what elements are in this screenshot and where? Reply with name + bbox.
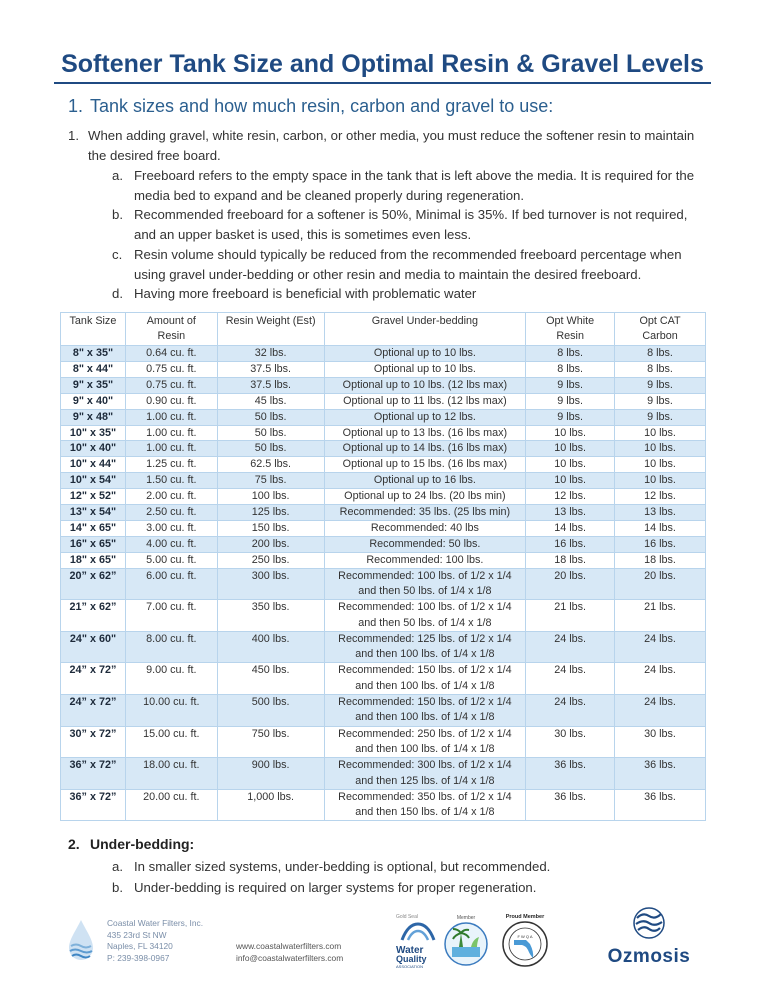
table-row: [61, 631, 706, 663]
intro-paragraph: [68, 126, 728, 166]
col-header-resin-weight: Resin Weight (Est): [217, 313, 324, 346]
resin-weight-cell: 45 lbs.: [217, 393, 324, 409]
gravel-cell: Optional up to 14 lbs. (16 lbs max): [324, 441, 526, 457]
white-resin-cell: 21 lbs.: [526, 600, 615, 632]
gravel-cell: Optional up to 10 lbs.: [324, 346, 526, 362]
wqa-logo: Gold Seal Water Quality ASSOCIATION: [396, 914, 440, 968]
resin-amount-cell: 9.00 cu. ft.: [125, 663, 217, 695]
resin-amount-cell: 1.25 cu. ft.: [125, 457, 217, 473]
notes-list: [112, 166, 722, 304]
cat-carbon-cell: 24 lbs.: [615, 663, 706, 695]
cat-carbon-cell: 12 lbs.: [615, 489, 706, 505]
cat-carbon-cell: 9 lbs.: [615, 409, 706, 425]
note-line: media bed to expand and be cleaned properly during regeneration.: [134, 187, 525, 203]
col-header-cat-carbon: Opt CAT Carbon: [615, 313, 706, 346]
company-street: 435 23rd St NW: [107, 929, 167, 940]
resin-amount-cell: 5.00 cu. ft.: [125, 552, 217, 568]
intro-line-2: the desired free board.: [88, 148, 221, 163]
table-row: [61, 489, 706, 505]
note-letter: a.: [112, 168, 123, 183]
gravel-cell: Optional up to 13 lbs. (16 lbs max): [324, 425, 526, 441]
tank-size-cell: 21” x 62”: [61, 600, 126, 632]
resin-amount-cell: 18.00 cu. ft.: [125, 758, 217, 790]
gravel-cell: Recommended: 50 lbs.: [324, 536, 526, 552]
company-address: [107, 918, 203, 964]
cat-carbon-cell: 36 lbs.: [615, 789, 706, 821]
tank-size-cell: 36” x 72”: [61, 789, 126, 821]
col-header-amount-resin: Amount of Resin: [125, 313, 217, 346]
resin-amount-cell: 0.75 cu. ft.: [125, 377, 217, 393]
resin-weight-cell: 450 lbs.: [217, 663, 324, 695]
gravel-cell: Recommended: 35 lbs. (25 lbs min): [324, 505, 526, 521]
white-resin-cell: 36 lbs.: [526, 758, 615, 790]
resin-amount-cell: 1.00 cu. ft.: [125, 409, 217, 425]
resin-weight-cell: 50 lbs.: [217, 409, 324, 425]
white-resin-cell: 8 lbs.: [526, 361, 615, 377]
cat-carbon-cell: 10 lbs.: [615, 425, 706, 441]
tank-size-cell: 24” x 72”: [61, 695, 126, 727]
resin-amount-cell: 6.00 cu. ft.: [125, 568, 217, 600]
gravel-cell: Optional up to 12 lbs.: [324, 409, 526, 425]
tank-size-cell: 20” x 62”: [61, 568, 126, 600]
cat-carbon-cell: 16 lbs.: [615, 536, 706, 552]
col-header-white-resin: Opt White Resin: [526, 313, 615, 346]
tank-size-cell: 36” x 72”: [61, 758, 126, 790]
title-underline: [54, 82, 711, 84]
tank-size-cell: 24” x 72”: [61, 663, 126, 695]
resin-amount-cell: 15.00 cu. ft.: [125, 726, 217, 758]
gravel-cell: Optional up to 11 lbs. (12 lbs max): [324, 393, 526, 409]
resin-amount-cell: 4.00 cu. ft.: [125, 536, 217, 552]
cat-carbon-cell: 24 lbs.: [615, 695, 706, 727]
resin-amount-cell: 2.50 cu. ft.: [125, 505, 217, 521]
cat-carbon-cell: 20 lbs.: [615, 568, 706, 600]
cat-carbon-cell: 30 lbs.: [615, 726, 706, 758]
cat-carbon-cell: 10 lbs.: [615, 457, 706, 473]
email-link[interactable]: info@coastalwaterfilters.com: [236, 952, 344, 963]
intro-line-1: When adding gravel, white resin, carbon, or other media, you must reduce the softener resin to maintain: [88, 128, 695, 143]
table-row: [61, 425, 706, 441]
white-resin-cell: 18 lbs.: [526, 552, 615, 568]
cat-carbon-cell: 21 lbs.: [615, 600, 706, 632]
white-resin-cell: 13 lbs.: [526, 505, 615, 521]
gravel-cell: Recommended: 300 lbs. of 1/2 x 1/4 and then 125 lbs. of 1/4 x 1/8: [324, 758, 526, 790]
table-row: [61, 789, 706, 821]
resin-weight-cell: 400 lbs.: [217, 631, 324, 663]
tank-size-cell: 10" x 44": [61, 457, 126, 473]
cat-carbon-cell: 9 lbs.: [615, 377, 706, 393]
white-resin-cell: 10 lbs.: [526, 425, 615, 441]
cat-carbon-cell: 24 lbs.: [615, 631, 706, 663]
website-link[interactable]: www.coastalwaterfilters.com: [236, 941, 342, 951]
company-phone: P: 239-398-0967: [107, 952, 170, 963]
note-letter: d.: [112, 286, 123, 302]
table-row: [61, 568, 706, 600]
resin-amount-cell: 20.00 cu. ft.: [125, 789, 217, 821]
resin-amount-cell: 0.90 cu. ft.: [125, 393, 217, 409]
table-row: [61, 346, 706, 362]
page-title: Softener Tank Size and Optimal Resin & Gravel Levels: [61, 50, 704, 78]
resin-amount-cell: 0.75 cu. ft.: [125, 361, 217, 377]
tank-size-cell: 8" x 44": [61, 361, 126, 377]
note-item: [112, 284, 722, 304]
note-line: Having more freeboard is beneficial with problematic water: [134, 286, 477, 302]
white-resin-cell: 36 lbs.: [526, 789, 615, 821]
white-resin-cell: 9 lbs.: [526, 377, 615, 393]
cat-carbon-cell: 8 lbs.: [615, 361, 706, 377]
white-resin-cell: 30 lbs.: [526, 726, 615, 758]
white-resin-cell: 8 lbs.: [526, 346, 615, 362]
tank-size-cell: 12" x 52": [61, 489, 126, 505]
resin-weight-cell: 125 lbs.: [217, 505, 324, 521]
note-line: Recommended freeboard for a softener is 50%, Minimal is 35%. If bed turnover is not required,: [134, 207, 688, 223]
resin-weight-cell: 750 lbs.: [217, 726, 324, 758]
table-row: [61, 663, 706, 695]
cat-carbon-cell: 18 lbs.: [615, 552, 706, 568]
tank-size-cell: 16" x 65": [61, 536, 126, 552]
note-letter: b.: [112, 207, 123, 223]
tank-size-cell: 10" x 40": [61, 441, 126, 457]
gravel-cell: Optional up to 16 lbs.: [324, 473, 526, 489]
resin-weight-cell: 1,000 lbs.: [217, 789, 324, 821]
resin-weight-cell: 75 lbs.: [217, 473, 324, 489]
gravel-cell: Optional up to 10 lbs.: [324, 361, 526, 377]
white-resin-cell: 12 lbs.: [526, 489, 615, 505]
cat-carbon-cell: 10 lbs.: [615, 473, 706, 489]
note-line: using gravel under-bedding or other resin and media to maintain the desired freeboard.: [134, 266, 642, 282]
resin-weight-cell: 37.5 lbs.: [217, 377, 324, 393]
white-resin-cell: 20 lbs.: [526, 568, 615, 600]
section-2-number: 2.: [68, 836, 80, 852]
section-1-heading: [68, 96, 553, 117]
item-text: In smaller sized systems, under-bedding is optional, but recommended.: [134, 859, 551, 874]
company-city: Naples, FL 34120: [107, 941, 173, 952]
white-resin-cell: 10 lbs.: [526, 441, 615, 457]
resin-weight-cell: 900 lbs.: [217, 758, 324, 790]
tank-size-cell: 24" x 60": [61, 631, 126, 663]
col-header-gravel: Gravel Under-bedding: [324, 313, 526, 346]
table-body: [61, 346, 706, 821]
tank-size-cell: 10" x 54": [61, 473, 126, 489]
resin-weight-cell: 100 lbs.: [217, 489, 324, 505]
resin-weight-cell: 350 lbs.: [217, 600, 324, 632]
table-row: [61, 520, 706, 536]
table-row: [61, 758, 706, 790]
resin-weight-cell: 150 lbs.: [217, 520, 324, 536]
table-row: [61, 505, 706, 521]
gravel-cell: Recommended: 100 lbs. of 1/2 x 1/4 and then 50 lbs. of 1/4 x 1/8: [324, 600, 526, 632]
tank-size-cell: 13" x 54": [61, 505, 126, 521]
resin-amount-cell: 1.00 cu. ft.: [125, 441, 217, 457]
white-resin-cell: 24 lbs.: [526, 695, 615, 727]
item-text: Under-bedding is required on larger systems for proper regeneration.: [134, 880, 537, 895]
white-resin-cell: 10 lbs.: [526, 457, 615, 473]
under-bedding-item: [112, 856, 550, 877]
tank-size-cell: 30” x 72”: [61, 726, 126, 758]
ozmosis-logo: Ozmosis: [603, 906, 695, 966]
resin-weight-cell: 200 lbs.: [217, 536, 324, 552]
col-header-tank-size: Tank Size: [61, 313, 126, 346]
note-line: Freeboard refers to the empty space in the tank that is left above the media. It is required for the: [134, 168, 695, 183]
cat-carbon-cell: 10 lbs.: [615, 441, 706, 457]
tank-size-cell: 10" x 35": [61, 425, 126, 441]
resin-weight-cell: 300 lbs.: [217, 568, 324, 600]
tank-size-cell: 9" x 48": [61, 409, 126, 425]
gravel-cell: Recommended: 250 lbs. of 1/2 x 1/4 and then 100 lbs. of 1/4 x 1/8: [324, 726, 526, 758]
table-header-row: [61, 313, 706, 346]
under-bedding-item: [112, 877, 550, 898]
table-row: [61, 695, 706, 727]
intro-number: 1.: [68, 128, 79, 143]
gravel-cell: Recommended: 350 lbs. of 1/2 x 1/4 and then 150 lbs. of 1/4 x 1/8: [324, 789, 526, 821]
tank-size-cell: 9" x 35": [61, 377, 126, 393]
white-resin-cell: 16 lbs.: [526, 536, 615, 552]
table-row: [61, 536, 706, 552]
resin-weight-cell: 32 lbs.: [217, 346, 324, 362]
table-row: [61, 600, 706, 632]
note-line: and an upper basket is used, this is sometimes even less.: [134, 227, 472, 243]
resin-amount-cell: 0.64 cu. ft.: [125, 346, 217, 362]
tank-size-cell: 9" x 40": [61, 393, 126, 409]
cat-carbon-cell: 36 lbs.: [615, 758, 706, 790]
white-resin-cell: 24 lbs.: [526, 631, 615, 663]
white-resin-cell: 9 lbs.: [526, 409, 615, 425]
note-item: [112, 166, 722, 205]
item-letter: a.: [112, 859, 123, 874]
resin-weight-cell: 250 lbs.: [217, 552, 324, 568]
tank-size-cell: 14" x 65": [61, 520, 126, 536]
resin-weight-cell: 62.5 lbs.: [217, 457, 324, 473]
florida-member-logo: Member: [443, 915, 489, 967]
resin-amount-cell: 8.00 cu. ft.: [125, 631, 217, 663]
table-row: [61, 409, 706, 425]
gravel-cell: Recommended: 150 lbs. of 1/2 x 1/4 and then 100 lbs. of 1/4 x 1/8: [324, 695, 526, 727]
white-resin-cell: 10 lbs.: [526, 473, 615, 489]
gravel-cell: Optional up to 10 lbs. (12 lbs max): [324, 377, 526, 393]
white-resin-cell: 9 lbs.: [526, 393, 615, 409]
resin-weight-cell: 50 lbs.: [217, 425, 324, 441]
cat-carbon-cell: 13 lbs.: [615, 505, 706, 521]
white-resin-cell: 24 lbs.: [526, 663, 615, 695]
table-row: [61, 726, 706, 758]
section-1-number: 1.: [68, 96, 84, 116]
gravel-cell: Recommended: 125 lbs. of 1/2 x 1/4 and then 100 lbs. of 1/4 x 1/8: [324, 631, 526, 663]
table-row: [61, 361, 706, 377]
company-contact: [236, 941, 343, 964]
white-resin-cell: 14 lbs.: [526, 520, 615, 536]
resin-amount-cell: 1.50 cu. ft.: [125, 473, 217, 489]
table-row: [61, 377, 706, 393]
item-letter: b.: [112, 880, 123, 895]
resin-weight-cell: 37.5 lbs.: [217, 361, 324, 377]
section-1-title: Tank sizes and how much resin, carbon and gravel to use:: [90, 96, 554, 116]
gravel-cell: Recommended: 40 lbs: [324, 520, 526, 536]
cat-carbon-cell: 9 lbs.: [615, 393, 706, 409]
gravel-cell: Optional up to 15 lbs. (16 lbs max): [324, 457, 526, 473]
cat-carbon-cell: 8 lbs.: [615, 346, 706, 362]
table-row: [61, 473, 706, 489]
water-drop-logo: [66, 918, 96, 962]
resin-amount-cell: 1.00 cu. ft.: [125, 425, 217, 441]
resin-amount-cell: 2.00 cu. ft.: [125, 489, 217, 505]
gravel-cell: Optional up to 24 lbs. (20 lbs min): [324, 489, 526, 505]
table-row: [61, 457, 706, 473]
gravel-cell: Recommended: 100 lbs. of 1/2 x 1/4 and then 50 lbs. of 1/4 x 1/8: [324, 568, 526, 600]
tank-size-table: [60, 312, 706, 821]
note-letter: c.: [112, 246, 123, 262]
resin-amount-cell: 7.00 cu. ft.: [125, 600, 217, 632]
gravel-cell: Recommended: 150 lbs. of 1/2 x 1/4 and then 100 lbs. of 1/4 x 1/8: [324, 663, 526, 695]
resin-weight-cell: 500 lbs.: [217, 695, 324, 727]
table-row: [61, 441, 706, 457]
tank-size-cell: 8" x 35": [61, 346, 126, 362]
gravel-cell: Recommended: 100 lbs.: [324, 552, 526, 568]
section-2-title: Under-bedding:: [90, 836, 195, 852]
resin-weight-cell: 50 lbs.: [217, 441, 324, 457]
resin-amount-cell: 10.00 cu. ft.: [125, 695, 217, 727]
table-row: [61, 393, 706, 409]
company-name: Coastal Water Filters, Inc.: [107, 918, 204, 928]
note-item: [112, 245, 722, 284]
cat-carbon-cell: 14 lbs.: [615, 520, 706, 536]
tank-size-cell: 18" x 65": [61, 552, 126, 568]
resin-amount-cell: 3.00 cu. ft.: [125, 520, 217, 536]
svg-text:F W Q A: F W Q A: [517, 934, 533, 939]
note-item: [112, 205, 722, 244]
under-bedding-list: [112, 856, 550, 898]
table-row: [61, 552, 706, 568]
note-line: Resin volume should typically be reduced from the recommended freeboard percentage when: [134, 246, 682, 262]
section-2-heading: [68, 836, 194, 852]
proud-member-logo: Proud Member F W Q A: [500, 914, 550, 970]
